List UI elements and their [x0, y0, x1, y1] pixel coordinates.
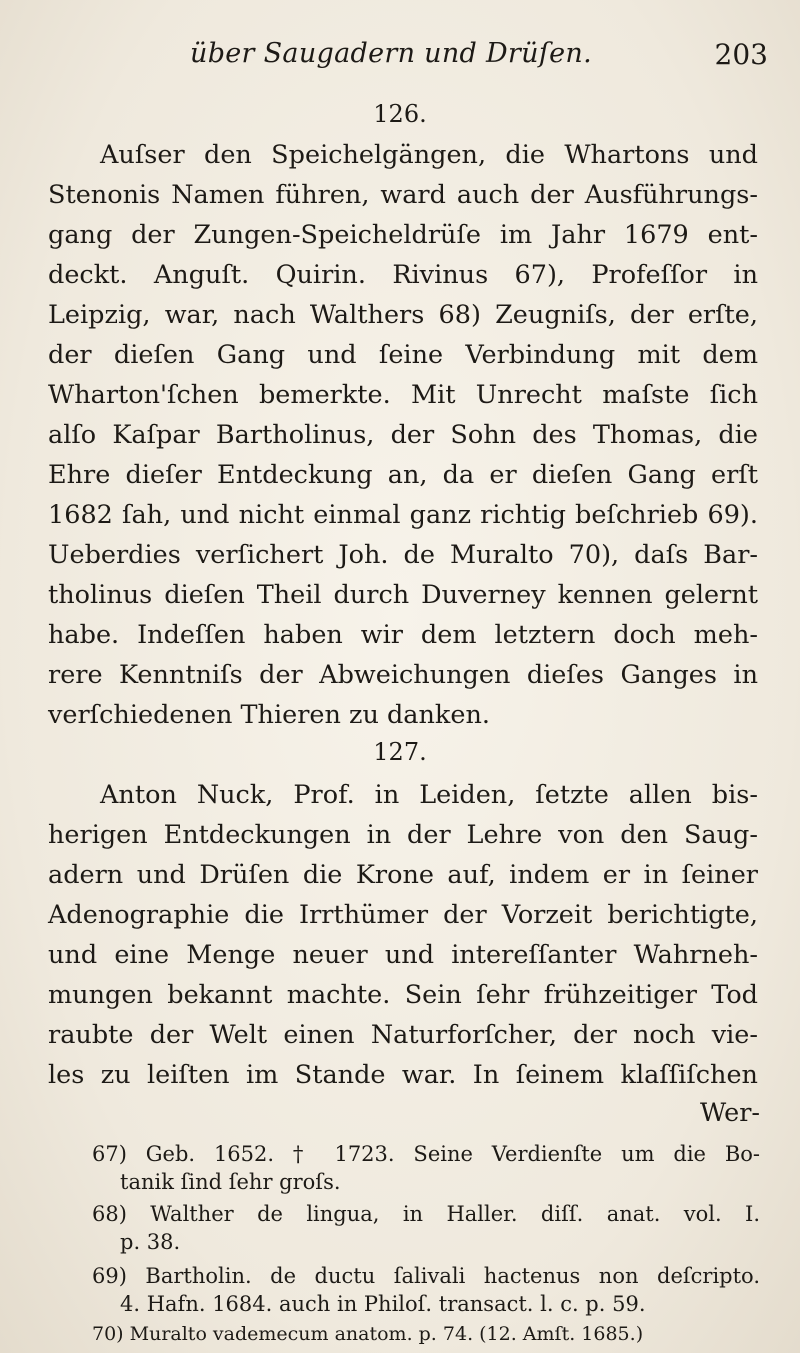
running-head	[40, 38, 772, 78]
text-line: deckt. Anguſt. Quirin. Rivinus 67), Profeſſor in	[48, 260, 758, 290]
text-line: Auſser den Speichelgängen, die Whartons und	[100, 140, 758, 170]
text-line: mungen bekannt machte. Sein ſehr frühzeitiger Tod	[48, 980, 758, 1010]
section-number-126: 126.	[373, 100, 427, 128]
text-line: alſo Kaſpar Bartholinus, der Sohn des Thomas, die	[48, 420, 758, 450]
footnote-69-cont: 4. Hafn. 1684. auch in Philoſ. transact. l. c. p. 59.	[120, 1292, 646, 1316]
text-line: habe. Indeſſen haben wir dem letztern doch meh-	[48, 620, 758, 650]
footnote-68-cont: p. 38.	[120, 1230, 181, 1254]
text-line: Ehre dieſer Entdeckung an, da er dieſen Gang erſt	[48, 460, 758, 490]
text-line: herigen Entdeckungen in der Lehre von den Saug-	[48, 820, 758, 850]
footnote-67: 67) Geb. 1652. † 1723. Seine Verdienſte um die Bo-	[92, 1142, 760, 1166]
footnote-69: 69) Bartholin. de ductu ſalivali hactenus non deſcripto.	[92, 1264, 760, 1288]
section-number-127: 127.	[373, 738, 427, 766]
page-number: 203	[714, 38, 768, 71]
text-line: adern und Drüſen die Krone auf, indem er in ſeiner	[48, 860, 758, 890]
text-line: gang der Zungen-Speicheldrüſe im Jahr 1679 ent-	[48, 220, 758, 250]
footnote-67-cont: tanik ſind ſehr groſs.	[120, 1170, 341, 1194]
text-line: verſchiedenen Thieren zu danken.	[48, 700, 491, 730]
text-line: Wharton'ſchen bemerkte. Mit Unrecht maſste ſich	[48, 380, 758, 410]
footnote-68: 68) Walther de lingua, in Haller. diſſ. anat. vol. I.	[92, 1202, 760, 1226]
text-line: Anton Nuck, Prof. in Leiden, ſetzte allen bis-	[100, 780, 758, 810]
catchword: Wer-	[700, 1098, 761, 1128]
text-line: Adenographie die Irrthümer der Vorzeit berichtigte,	[48, 900, 758, 930]
text-line: Stenonis Namen führen, ward auch der Ausführungs-	[48, 180, 758, 210]
text-line: der dieſen Gang und ſeine Verbindung mit dem	[48, 340, 758, 370]
text-line: 1682 ſah, und nicht einmal ganz richtig beſchrieb 69).	[48, 500, 758, 530]
text-line: les zu leiſten im Stande war. In ſeinem klaſſiſchen	[48, 1060, 758, 1090]
footnote-70: 70) Muralto vademecum anatom. p. 74. (12. Amſt. 1685.)	[92, 1323, 644, 1345]
text-line: Ueberdies verſichert Joh. de Muralto 70), daſs Bar-	[48, 540, 758, 570]
text-line: tholinus dieſen Theil durch Duverney kennen gelernt	[48, 580, 758, 610]
text-line: und eine Menge neuer und intereſſanter Wahrneh-	[48, 940, 758, 970]
text-line: raubte der Welt einen Naturforſcher, der noch vie-	[48, 1020, 758, 1050]
running-title: über Saugadern und Drüſen.	[190, 38, 592, 69]
text-line: Leipzig, war, nach Walthers 68) Zeugniſs, der erſte,	[48, 300, 758, 330]
text-line: rere Kenntniſs der Abweichungen dieſes Ganges in	[48, 660, 758, 690]
